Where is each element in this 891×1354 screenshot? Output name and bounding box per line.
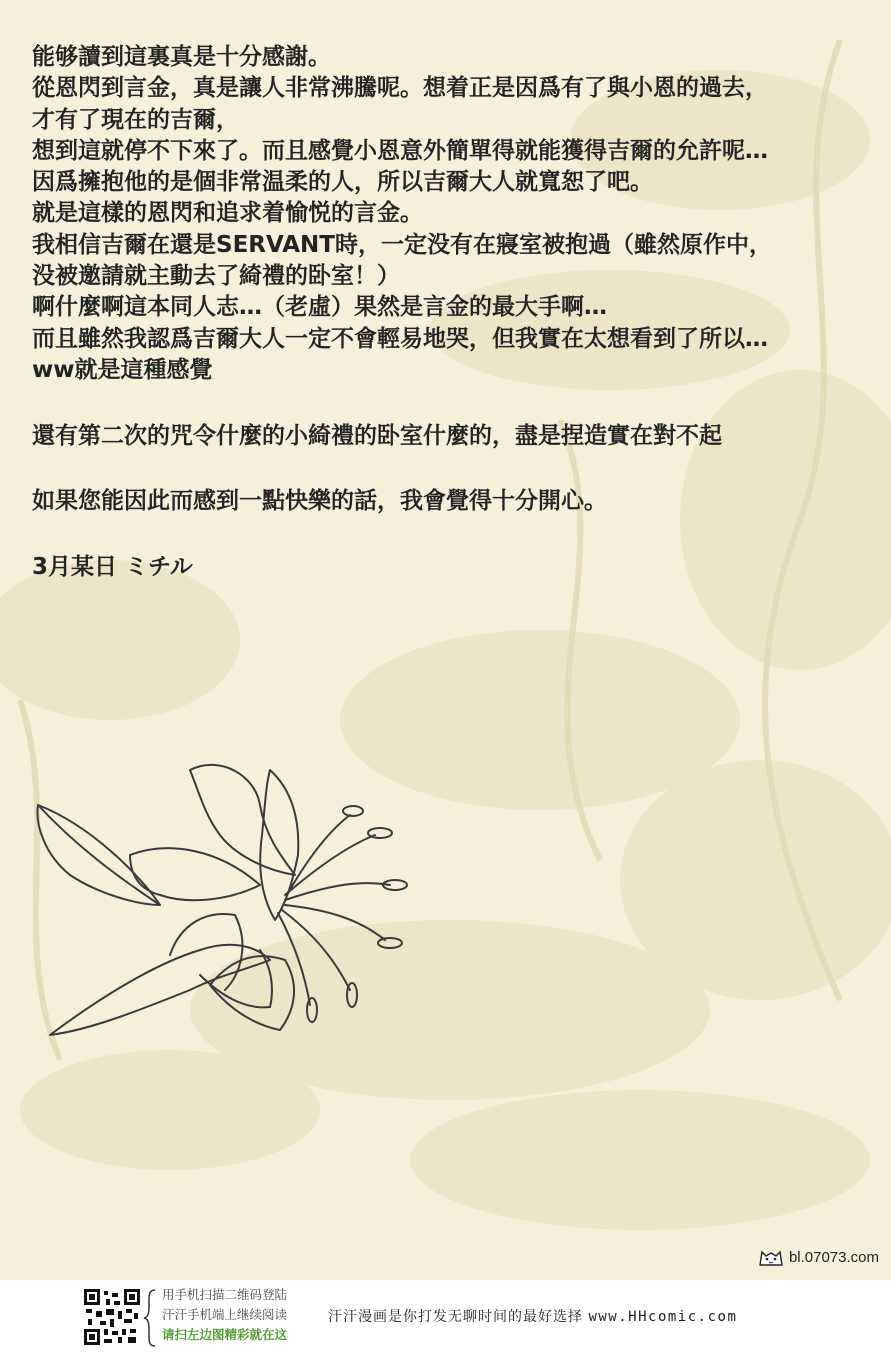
letter-body xyxy=(32,42,872,583)
letter-line: 才有了現在的吉爾， xyxy=(32,106,239,133)
letter-line: 啊什麼啊這本同人志…（老虛）果然是言金的最大手啊… xyxy=(32,294,607,321)
promo-line-highlight: 请扫左边图精彩就在这 xyxy=(162,1327,288,1342)
brace-icon xyxy=(142,1288,158,1348)
letter-line: 因爲擁抱他的是個非常温柔的人，所以吉爾大人就寬恕了吧。 xyxy=(32,169,653,196)
apology-line: 還有第二次的咒令什麼的小綺禮的卧室什麼的，盡是捏造實在對不起 xyxy=(32,422,722,449)
letter-line: ww就是這種感覺 xyxy=(32,356,213,383)
footer-slogan xyxy=(328,1306,737,1326)
letter-line: 就是這樣的恩閃和追求着愉悦的言金。 xyxy=(32,200,423,227)
signature: 3月某日 ミチル xyxy=(32,554,193,581)
qr-code-icon[interactable] xyxy=(84,1289,140,1345)
promo-line: 用手机扫描二维码登陆 xyxy=(162,1287,288,1302)
promo-line: 汗汗手机端上继续阅读 xyxy=(162,1307,288,1322)
footer-banner xyxy=(0,1280,891,1354)
cat-icon xyxy=(757,1247,785,1267)
watermark-text: bl.07073.com xyxy=(788,1248,879,1266)
letter-line: 想到這就停不下來了。而且感覺小恩意外簡單得就能獲得吉爾的允許呢… xyxy=(32,137,768,164)
letter-line: 而且雖然我認爲吉爾大人一定不會輕易地哭，但我實在太想看到了所以… xyxy=(32,325,768,352)
lily-illustration xyxy=(30,745,430,1045)
letter-line: 從恩閃到言金，真是讓人非常沸騰呢。想着正是因爲有了與小恩的過去， xyxy=(32,75,768,102)
letter-line: 我相信吉爾在還是SERVANT時，一定没有在寢室被抱過（雖然原作中， xyxy=(32,231,772,258)
slogan-text: 汗汗漫画是你打发无聊时间的最好选择 xyxy=(328,1309,583,1325)
thanks-line: 如果您能因此而感到一點快樂的話，我會覺得十分開心。 xyxy=(32,488,607,515)
watermark xyxy=(757,1247,879,1267)
letter-line: 没被邀請就主動去了綺禮的卧室！） xyxy=(32,263,400,290)
promo-text xyxy=(162,1285,287,1345)
letter-line: 能够讀到這裏真是十分感謝。 xyxy=(32,44,331,70)
site-url-link[interactable]: www.HHcomic.com xyxy=(588,1309,738,1325)
